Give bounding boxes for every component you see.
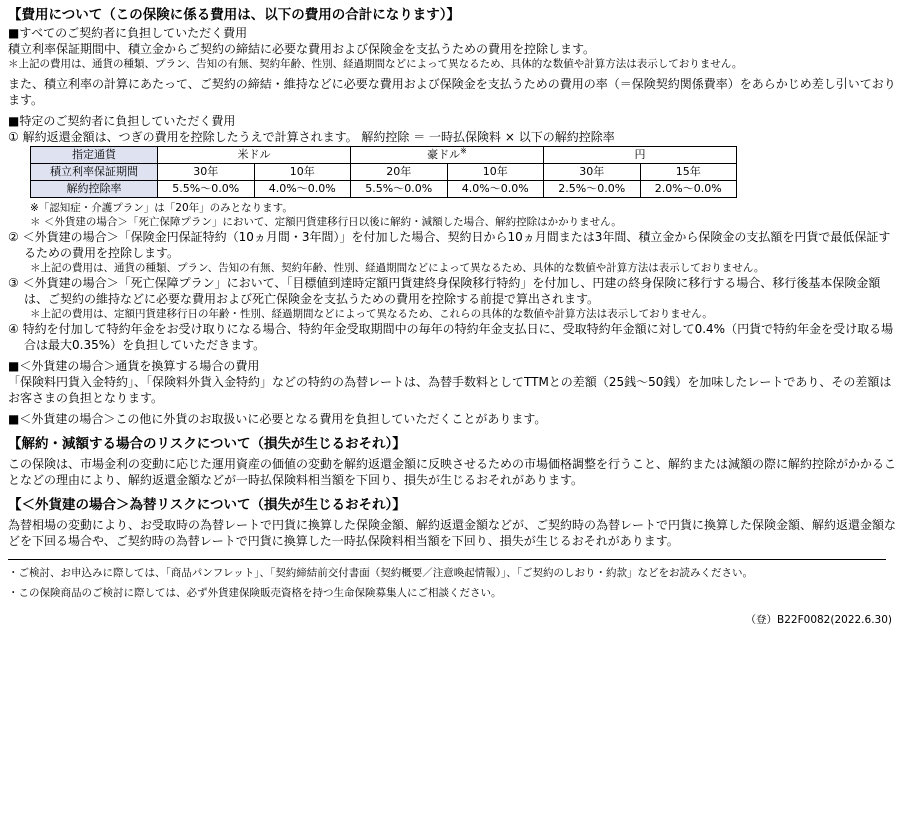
currency-aud: 豪ドル※ [351,147,544,164]
table-row-rate [31,181,737,198]
all-contractors-note: ＊上記の費用は、通貨の種類、プラン、告知の有無、契約年齢、性別、経過期間などによって異なるため、具体的な数値や計算方法は表示しておりません。 [8,58,743,70]
currency-jpy: 円 [544,147,737,164]
surrender-charge-table [30,146,737,198]
cost-item-2-note: ＊上記の費用は、通貨の種類、プラン、告知の有無、契約年齢、性別、経過期間などによって異なるため、具体的な数値や計算方法は表示しておりません。 [30,262,765,274]
fx-conversion-paragraph: 「保険料円貨入金特約」、「保険料外貨入金特約」などの特約の為替レートは、為替手数料としてTTMとの差額（25銭～50銭）を加味したレートであり、その差額はお客さまの負担となります。 [8,375,892,405]
table-note-1: ※「認知症・介護プラン」は「20年」のみとなります。 [30,202,293,214]
all-contractors-subheading: ■すべてのご契約者に負担していただく費用 [8,26,248,40]
table-row-label: 指定通貨 [31,147,158,164]
table-cell: 4.0%～0.0% [447,181,544,198]
table-row-period [31,164,737,181]
all-contractors-paragraph-1: 積立利率保証期間中、積立金からご契約の締結に必要な費用および保険金を支払うための費用を控除します。 [8,42,596,56]
table-row-currency [31,147,737,164]
cost-item-2: ② ＜外貨建の場合＞「保険金円保証特約（10ヵ月間・3年間）」を付加した場合、契約日から10ヵ月間または3年間、積立金から保険金の支払額を円貨で最低保証するための費用を控除します。 [8,230,891,260]
specific-contractors-subheading: ■特定のご契約者に負担していただく費用 [8,114,236,128]
cost-item-4: ④ 特約を付加して特約年金をお受け取りになる場合、特約年金受取期間中の毎年の特約年金支払日に、受取特約年金額に対して0.4%（円貨で特約年金を受け取る場合は最大0.35%）を負担していただきます。 [8,322,894,352]
table-cell: 2.0%～0.0% [640,181,737,198]
cost-item-3: ③ ＜外貨建の場合＞「死亡保障プラン」において、「目標値到達時定額円貨建終身保険移行特約」を付加し、円建の終身保険に移行する場合、移行後基本保険金額は、ご契約の維持などに必要な費用および死亡保険金を支払うための費用を控除する前提で算出されます。 [8,276,881,306]
table-row-label: 解約控除率 [31,181,158,198]
surrender-risk-title: 【解約・減額する場合のリスクについて（損失が生じるおそれ）】 [8,436,406,452]
table-cell: 30年 [544,164,641,181]
divider [8,559,886,560]
fx-risk-paragraph: 為替相場の変動により、お受取時の為替レートで円貨に換算した保険金額、解約返還金額などが、ご契約時の為替レートで円貨に換算した保険金額、解約返還金額などを下回る場合や、ご契約時の為替レートで円貨に換算した一時払保険料相当額を下回り、損失が生じるおそれがあります。 [8,518,897,548]
disclaimer-bullet-1: ・ご検討、お申込みに際しては、「商品パンフレット」、「契約締結前交付書面（契約概要／注意喚起情報）」、「ご契約のしおり・約款」などをお読みください。 [8,567,753,579]
fx-conversion-subheading: ■＜外貨建の場合＞通貨を換算する場合の費用 [8,359,260,373]
table-row-label: 積立利率保証期間 [31,164,158,181]
cost-item-1: ① 解約返還金額は、つぎの費用を控除したうえで計算されます。 解約控除 ＝ 一時払保険料 × 以下の解約控除率 [8,130,615,144]
registration-number: （登）B22F0082(2022.6.30) [745,614,892,626]
table-cell: 30年 [158,164,255,181]
fx-risk-title: 【＜外貨建の場合＞為替リスクについて（損失が生じるおそれ）】 [8,497,406,513]
table-cell: 5.5%～0.0% [158,181,255,198]
disclaimer-bullet-2: ・この保険商品のご検討に際しては、必ず外貨建保険販売資格を持つ生命保険募集人にご相談ください。 [8,587,502,599]
table-cell: 15年 [640,164,737,181]
table-note-2: ＊ ＜外貨建の場合＞「死亡保障プラン」において、定額円貨建移行日以後に解約・減額した場合、解約控除はかかりません。 [30,216,622,228]
aud-note-mark: ※ [460,146,467,156]
table-cell: 10年 [254,164,351,181]
cost-section-title: 【費用について（この保険に係る費用は、以下の費用の合計になります）】 [8,7,460,23]
all-contractors-paragraph-2: また、積立利率の計算にあたって、ご契約の締結・維持などに必要な費用および保険金を支払うための費用の率（＝保険契約関係費率）をあらかじめ差し引いております。 [8,77,896,107]
surrender-risk-paragraph: この保険は、市場金利の変動に応じた運用資産の価値の変動を解約返還金額に反映させるための市場価格調整を行うこと、解約または減額の際に解約控除がかかることなどの理由により、解約返還金額などが一時払保険料相当額を下回り、損失が生じるおそれがあります。 [8,457,897,487]
table-cell: 10年 [447,164,544,181]
cost-item-3-note: ＊上記の費用は、定額円貨建移行日の年齢・性別、経過期間などによって異なるため、これらの具体的な数値や計算方法は表示しておりません。 [30,308,713,320]
table-cell: 4.0%～0.0% [254,181,351,198]
table-cell: 5.5%～0.0% [351,181,448,198]
table-cell: 20年 [351,164,448,181]
currency-usd: 米ドル [158,147,351,164]
other-fees-subheading: ■＜外貨建の場合＞この他に外貨のお取扱いに必要となる費用を負担していただくことがあります。 [8,412,547,426]
table-cell: 2.5%～0.0% [544,181,641,198]
